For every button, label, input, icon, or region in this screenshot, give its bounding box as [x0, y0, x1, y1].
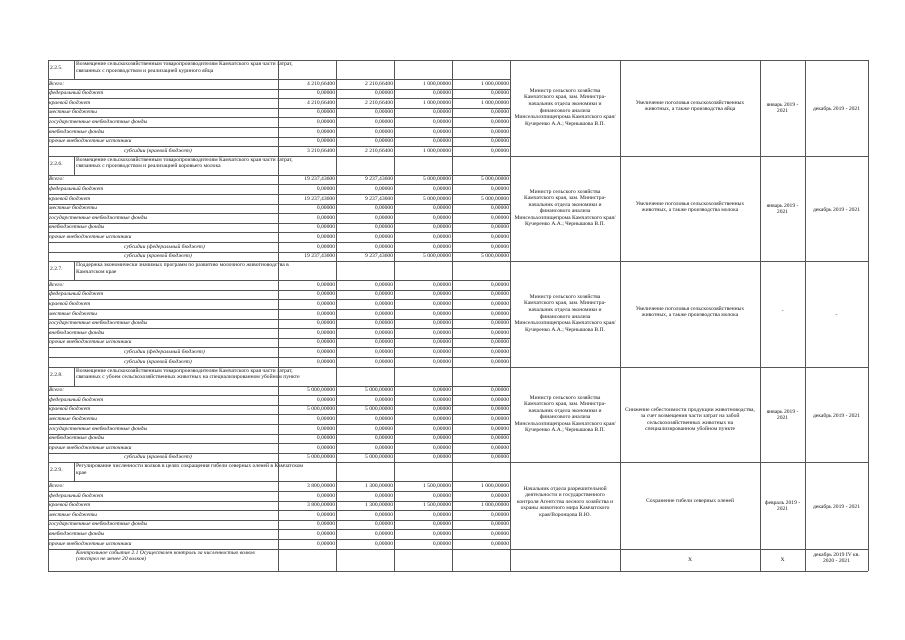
cell-value: 0,00000 [316, 444, 335, 451]
cell-value: 2 210,66400 [365, 99, 393, 106]
cell-value: 0,00000 [432, 406, 451, 413]
table-column-rule [394, 462, 395, 548]
cell-value: 0,00000 [432, 540, 451, 547]
table-column-rule [760, 60, 761, 571]
row-label: внебюджетные фонды [49, 128, 105, 135]
row-label: местные бюджеты [49, 109, 97, 116]
cell-value: 0,00000 [374, 521, 393, 528]
row-label: субсидии (краевой бюджет) [124, 454, 192, 461]
cell-value: 0,00000 [490, 435, 509, 442]
row-label: прочие внебюджетные источники [49, 233, 132, 240]
cell-value: 0,00000 [490, 128, 509, 135]
cell-value: 2 210,66400 [365, 80, 393, 87]
table-column-rule [336, 462, 337, 548]
cell-value: 0,00000 [374, 128, 393, 135]
cell-value: 0,00000 [374, 310, 393, 317]
row-label: федеральный бюджет [49, 492, 104, 499]
cell-value: 0,00000 [490, 233, 509, 240]
cell-value: 0,00000 [490, 329, 509, 336]
cell-value: 0,00000 [490, 291, 509, 298]
table-column-rule [510, 156, 511, 261]
cell-value: 0,00000 [490, 224, 509, 231]
row-label: государственные внебюджетные фонды [49, 425, 148, 432]
cell-value: 0,00000 [374, 118, 393, 125]
cell-value: 0,00000 [490, 138, 509, 145]
expected-result: Сохранение гибели северных оленей [646, 497, 734, 504]
cell-value: 0,00000 [316, 415, 335, 422]
row-label: Всего: [49, 387, 65, 394]
cell-value: 0,00000 [316, 224, 335, 231]
cell-value: 0,00000 [374, 291, 393, 298]
cell-value: 0,00000 [432, 233, 451, 240]
row-label: государственные внебюджетные фонды [49, 118, 148, 125]
table-rule [48, 571, 868, 572]
cell-value: 0,00000 [316, 492, 335, 499]
cell-value: 0,00000 [490, 300, 509, 307]
row-label: государственные внебюджетные фонды [49, 521, 148, 528]
cell-value: 0,00000 [432, 425, 451, 432]
table-column-rule [336, 261, 337, 366]
cell-value: 0,00000 [432, 243, 451, 250]
cell-value: 0,00000 [374, 425, 393, 432]
cell-value: 5 000,00000 [423, 195, 451, 202]
cell-value: 0,00000 [316, 90, 335, 97]
cell-value: 0,00000 [432, 387, 451, 394]
cell-value: 19 237,43600 [304, 253, 335, 260]
table-column-rule [278, 60, 279, 156]
row-label: Всего: [49, 176, 65, 183]
cell-value: 0,00000 [490, 147, 509, 154]
cell-value: 0,00000 [374, 415, 393, 422]
row-label: местные бюджеты [49, 415, 97, 422]
cell-value: 0,00000 [490, 530, 509, 537]
expected-result: Увеличение поголовья сельскохозяйственных животных, а также производства молока [635, 200, 745, 214]
section-code: 2.2.9. [50, 467, 63, 474]
cell-value: 0,00000 [374, 329, 393, 336]
cell-value: 0,00000 [490, 339, 509, 346]
cell-value: 1 000,00000 [423, 99, 451, 106]
cell-value: 0,00000 [316, 435, 335, 442]
cell-value: 1 500,00000 [423, 482, 451, 489]
cell-value: 0,00000 [316, 511, 335, 518]
start-date: январь 2019 - 2021 [766, 101, 799, 115]
cell-value: 0,00000 [432, 90, 451, 97]
cell-value: 5 000,00000 [365, 454, 393, 461]
row-label: местные бюджеты [49, 310, 97, 317]
control-event-text: Контрольное событие 2.1 Осуществлен контроль за численностью волков (отстрел не менее 20 волков) [76, 549, 255, 563]
table-column-rule [394, 261, 395, 366]
row-label: федеральный бюджет [49, 90, 104, 97]
cell-value: 4 210,66400 [307, 80, 335, 87]
cell-value: 0,00000 [316, 521, 335, 528]
cell-value: 0,00000 [490, 205, 509, 212]
cell-value: 0,00000 [316, 291, 335, 298]
cell-value: 0,00000 [490, 118, 509, 125]
cell-value: 0,00000 [316, 300, 335, 307]
cell-value: 0,00000 [432, 214, 451, 221]
table-column-rule [452, 462, 453, 548]
cell-value: 0,00000 [432, 109, 451, 116]
cell-value: 0,00000 [374, 339, 393, 346]
cell-value: 3 800,00000 [307, 482, 335, 489]
cell-value: 0,00000 [374, 90, 393, 97]
table-column-rule [74, 156, 75, 175]
start-date: - [781, 307, 784, 314]
row-label: прочие внебюджетные источники [49, 138, 132, 145]
table-column-rule [278, 156, 279, 261]
cell-value: 0,00000 [490, 387, 509, 394]
cell-value: 0,00000 [316, 185, 335, 192]
cell-value: 0,00000 [374, 185, 393, 192]
cell-value: 0,00000 [432, 444, 451, 451]
responsible-text: Министр сельского хозяйства Камчатского края, зам. Министра-начальник отдела экономики и финансового анализа Минсельхозпищепрома Камчатского края/Кучеренко А.А.; Чернышова В.П. [514, 394, 616, 434]
section-title: Регулирование численности волков в целях сокращения гибели северных оленей в Камчатском крае [76, 463, 303, 476]
cell-value: 4 210,66400 [307, 99, 335, 106]
table-column-rule [805, 60, 806, 571]
cell-value: 0,00000 [432, 185, 451, 192]
cell-value: 0,00000 [432, 320, 451, 327]
cell-value: 0,00000 [374, 511, 393, 518]
row-label: федеральный бюджет [49, 396, 104, 403]
table-column-rule [278, 549, 279, 571]
section-title: Возмещение сельскохозяйственным товаропроизводителям Камчатского края части затрат, связанных с убоем сельскохозяйственных животных на специализированном убойном пункте [76, 367, 300, 381]
cell-value: 0,00000 [374, 358, 393, 365]
section-title: Возмещение сельскохозяйственным товаропроизводителям Камчатского края части затрат, связанных с производством и реализацией коровьего молока [76, 156, 293, 170]
section-title: Поддержка экономически значимых программ по развитию молочного животноводства в Камчатском крае [76, 262, 289, 275]
cell-value: 9 237,43600 [365, 195, 393, 202]
cell-value: 0,00000 [316, 396, 335, 403]
row-label: краевой бюджет [49, 502, 91, 509]
cell-value: 9 237,43600 [365, 253, 393, 260]
control-event-x-a: X [687, 556, 693, 563]
cell-value: 0,00000 [432, 521, 451, 528]
cell-value: 5 000,00000 [365, 387, 393, 394]
cell-value: 0,00000 [490, 415, 509, 422]
section-code: 2.2.8. [50, 371, 63, 378]
cell-value: 0,00000 [490, 281, 509, 288]
cell-value: 0,00000 [490, 444, 509, 451]
cell-value: 0,00000 [490, 396, 509, 403]
cell-value: 1 000,00000 [423, 80, 451, 87]
cell-value: 0,00000 [316, 138, 335, 145]
section-code: 2.2.5. [50, 65, 63, 71]
row-label: местные бюджеты [49, 511, 97, 518]
row-label: внебюджетные фонды [49, 435, 105, 442]
table-column-rule [620, 60, 621, 571]
row-label: краевой бюджет [49, 99, 91, 106]
control-event-x-b: X [780, 556, 785, 563]
cell-value: 0,00000 [490, 310, 509, 317]
cell-value: 0,00000 [490, 348, 509, 355]
cell-value: 0,00000 [374, 396, 393, 403]
end-date: декабрь 2019 - 2021 [812, 206, 861, 213]
cell-value: 0,00000 [432, 415, 451, 422]
cell-value: 0,00000 [374, 300, 393, 307]
row-label: субсидии (федеральный бюджет) [124, 243, 205, 250]
row-label: прочие внебюджетные источники [49, 540, 132, 547]
cell-value: 0,00000 [374, 444, 393, 451]
row-label: внебюджетные фонды [49, 530, 105, 537]
responsible-text: Министр сельского хозяйства Камчатского края, зам. Министра-начальник отдела экономики и финансового анализа Минсельхозпищепрома Камчатского края/Кучеренко А.А.; Чернышова В.П. [514, 293, 616, 333]
cell-value: 1 300,00000 [365, 502, 393, 509]
row-label: Всего: [49, 482, 65, 489]
end-date: декабрь 2019 - 2021 [812, 503, 861, 510]
table-column-rule [452, 156, 453, 261]
row-label: Всего: [49, 80, 65, 87]
cell-value: 19 237,43600 [304, 176, 335, 183]
cell-value: 0,00000 [432, 138, 451, 145]
start-date: январь 2019 - 2021 [766, 408, 799, 422]
section-title: Возмещение сельскохозяйственным товаропроизводителям Камчатского края части затрат, связанных с производством и реализацией куриного яйца [76, 61, 293, 74]
table-column-rule [394, 367, 395, 463]
cell-value: 0,00000 [374, 348, 393, 355]
cell-value: 0,00000 [490, 540, 509, 547]
expected-result: Увеличение поголовья сельскохозяйственных животных, а также производства яйца [635, 99, 745, 113]
cell-value: 0,00000 [432, 511, 451, 518]
responsible-text: Министр сельского хозяйства Камчатского края, зам. Министра-начальник отдела экономики и финансового анализа Минсельхозпищепрома Камчатского края/Кучеренко А.А.; Чернышова В.П. [514, 87, 616, 127]
row-label: краевой бюджет [49, 300, 91, 307]
cell-value: 0,00000 [490, 521, 509, 528]
cell-value: 1 000,00000 [423, 147, 451, 154]
row-label: субсидии (федеральный бюджет) [124, 348, 205, 355]
table-column-rule [278, 462, 279, 548]
cell-value: 0,00000 [490, 90, 509, 97]
cell-value: 0,00000 [316, 348, 335, 355]
row-label: федеральный бюджет [49, 185, 104, 192]
cell-value: 0,00000 [432, 329, 451, 336]
cell-value: 5 000,00000 [365, 406, 393, 413]
row-label: прочие внебюджетные источники [49, 444, 132, 451]
section-code: 2.2.7. [50, 266, 63, 273]
table-column-rule [510, 367, 511, 463]
cell-value: 0,00000 [316, 233, 335, 240]
cell-value: 1 000,00000 [481, 80, 509, 87]
cell-value: 9 237,43600 [365, 176, 393, 183]
cell-value: 0,00000 [316, 540, 335, 547]
cell-value: 0,00000 [374, 214, 393, 221]
cell-value: 0,00000 [374, 281, 393, 288]
responsible-text: Министр сельского хозяйства Камчатского края, зам. Министра-начальник отдела экономики и финансового анализа Минсельхозпищепрома Камчатского края/Кучеренко А.А.; Чернышова В.П. [514, 188, 616, 228]
row-label: прочие внебюджетные источники [49, 339, 132, 346]
cell-value: 0,00000 [374, 243, 393, 250]
cell-value: 0,00000 [490, 185, 509, 192]
cell-value: 0,00000 [374, 224, 393, 231]
cell-value: 5 000,00000 [481, 176, 509, 183]
cell-value: 0,00000 [432, 224, 451, 231]
cell-value: 5 000,00000 [307, 406, 335, 413]
cell-value: 0,00000 [374, 233, 393, 240]
expected-result: Увеличение поголовья сельскохозяйственных животных, а также производства молока [635, 305, 745, 319]
cell-value: 0,00000 [490, 320, 509, 327]
cell-value: 0,00000 [432, 358, 451, 365]
cell-value: 0,00000 [374, 138, 393, 145]
table-column-rule [336, 549, 337, 571]
cell-value: 19 237,43600 [304, 195, 335, 202]
cell-value: 0,00000 [316, 329, 335, 336]
cell-value: 0,00000 [316, 118, 335, 125]
cell-value: 5 000,00000 [307, 454, 335, 461]
end-date: декабрь 2019 - 2021 [812, 105, 861, 112]
table-column-rule [48, 60, 49, 571]
table-column-rule [278, 261, 279, 366]
table-column-rule [74, 261, 75, 280]
cell-value: 1 300,00000 [365, 482, 393, 489]
cell-value: 0,00000 [490, 425, 509, 432]
cell-value: 1 000,00000 [481, 482, 509, 489]
cell-value: 0,00000 [316, 358, 335, 365]
cell-value: 0,00000 [316, 310, 335, 317]
row-label: федеральный бюджет [49, 291, 104, 298]
table-column-rule [452, 367, 453, 463]
start-date: февраль 2019 - 2021 [764, 499, 801, 513]
cell-value: 3 800,00000 [307, 502, 335, 509]
cell-value: 0,00000 [432, 128, 451, 135]
cell-value: 0,00000 [490, 214, 509, 221]
cell-value: 2 210,66400 [365, 147, 393, 154]
table-column-rule [336, 367, 337, 463]
row-label: краевой бюджет [49, 195, 91, 202]
cell-value: 3 210,66400 [307, 147, 335, 154]
table-column-rule [74, 60, 75, 79]
cell-value: 0,00000 [316, 339, 335, 346]
cell-value: 0,00000 [432, 348, 451, 355]
cell-value: 0,00000 [490, 406, 509, 413]
cell-value: 0,00000 [316, 109, 335, 116]
cell-value: 5 000,00000 [307, 387, 335, 394]
control-event-end: декабрь 2019 IV кв. 2020 - 2021 [813, 551, 860, 565]
cell-value: 5 000,00000 [481, 253, 509, 260]
cell-value: 0,00000 [316, 243, 335, 250]
cell-value: 0,00000 [316, 425, 335, 432]
cell-value: 0,00000 [432, 396, 451, 403]
cell-value: 0,00000 [374, 530, 393, 537]
table-column-rule [452, 60, 453, 156]
responsible-text: Начальник отдела разрешительной деятельности и государственного контроля Агентства лесного хозяйства и охраны животного мира Камчатского края/Воронцова В.Ю. [516, 485, 614, 518]
table-column-rule [74, 367, 75, 386]
cell-value: 0,00000 [316, 530, 335, 537]
section-code: 2.2.6. [50, 160, 63, 167]
cell-value: 0,00000 [374, 205, 393, 212]
cell-value: 0,00000 [490, 358, 509, 365]
cell-value: 5 000,00000 [423, 176, 451, 183]
cell-value: 0,00000 [316, 281, 335, 288]
cell-value: 0,00000 [432, 310, 451, 317]
cell-value: 0,00000 [316, 205, 335, 212]
table-column-rule [336, 156, 337, 261]
table-column-rule [868, 60, 869, 571]
cell-value: 0,00000 [432, 118, 451, 125]
row-label: государственные внебюджетные фонды [49, 320, 148, 327]
table-column-rule [452, 549, 453, 571]
cell-value: 5 000,00000 [423, 253, 451, 260]
cell-value: 0,00000 [316, 320, 335, 327]
table-column-rule [510, 462, 511, 548]
table-column-rule [510, 261, 511, 366]
row-label: краевой бюджет [49, 406, 91, 413]
cell-value: 0,00000 [374, 492, 393, 499]
cell-value: 0,00000 [490, 511, 509, 518]
cell-value: 0,00000 [432, 435, 451, 442]
cell-value: 0,00000 [432, 300, 451, 307]
cell-value: 0,00000 [316, 214, 335, 221]
end-date: декабрь 2019 - 2021 [812, 412, 861, 419]
cell-value: 0,00000 [432, 454, 451, 461]
cell-value: 1 500,00000 [423, 502, 451, 509]
cell-value: 1 000,00000 [481, 99, 509, 106]
cell-value: 0,00000 [432, 339, 451, 346]
cell-value: 0,00000 [432, 530, 451, 537]
row-label: местные бюджеты [49, 205, 97, 212]
cell-value: 0,00000 [490, 109, 509, 116]
cell-value: 0,00000 [432, 492, 451, 499]
cell-value: 0,00000 [432, 205, 451, 212]
cell-value: 0,00000 [490, 492, 509, 499]
cell-value: 0,00000 [432, 291, 451, 298]
row-label: Всего: [49, 281, 65, 288]
table-column-rule [510, 549, 511, 571]
row-label: государственные внебюджетные фонды [49, 214, 148, 221]
table-column-rule [74, 462, 75, 481]
cell-value: 0,00000 [374, 540, 393, 547]
table-column-rule [510, 60, 511, 156]
cell-value: 0,00000 [374, 320, 393, 327]
table-column-rule [394, 549, 395, 571]
cell-value: 0,00000 [432, 281, 451, 288]
row-label: субсидии (краевой бюджет) [124, 358, 192, 365]
cell-value: 0,00000 [316, 128, 335, 135]
cell-value: 0,00000 [374, 109, 393, 116]
cell-value: 0,00000 [490, 454, 509, 461]
start-date: январь 2019 - 2021 [766, 202, 799, 216]
row-label: внебюджетные фонды [49, 224, 105, 231]
cell-value: 0,00000 [490, 243, 509, 250]
cell-value: 0,00000 [374, 435, 393, 442]
cell-value: 1 000,00000 [481, 502, 509, 509]
table-column-rule [278, 367, 279, 463]
table-column-rule [394, 60, 395, 156]
cell-value: 5 000,00000 [481, 195, 509, 202]
row-label: субсидии (краевой бюджет) [124, 253, 192, 260]
table-column-rule [394, 156, 395, 261]
row-label: внебюджетные фонды [49, 329, 105, 336]
expected-result: Снижение себестоимости продукции животноводства, за счет возмещения части затрат на забой сельскохозяйственных животных на специализированном убойном пункте [625, 406, 755, 433]
table-column-rule [452, 261, 453, 366]
row-label: субсидии (краевой бюджет) [124, 147, 192, 154]
table-column-rule [336, 60, 337, 156]
end-date: - [835, 311, 838, 318]
